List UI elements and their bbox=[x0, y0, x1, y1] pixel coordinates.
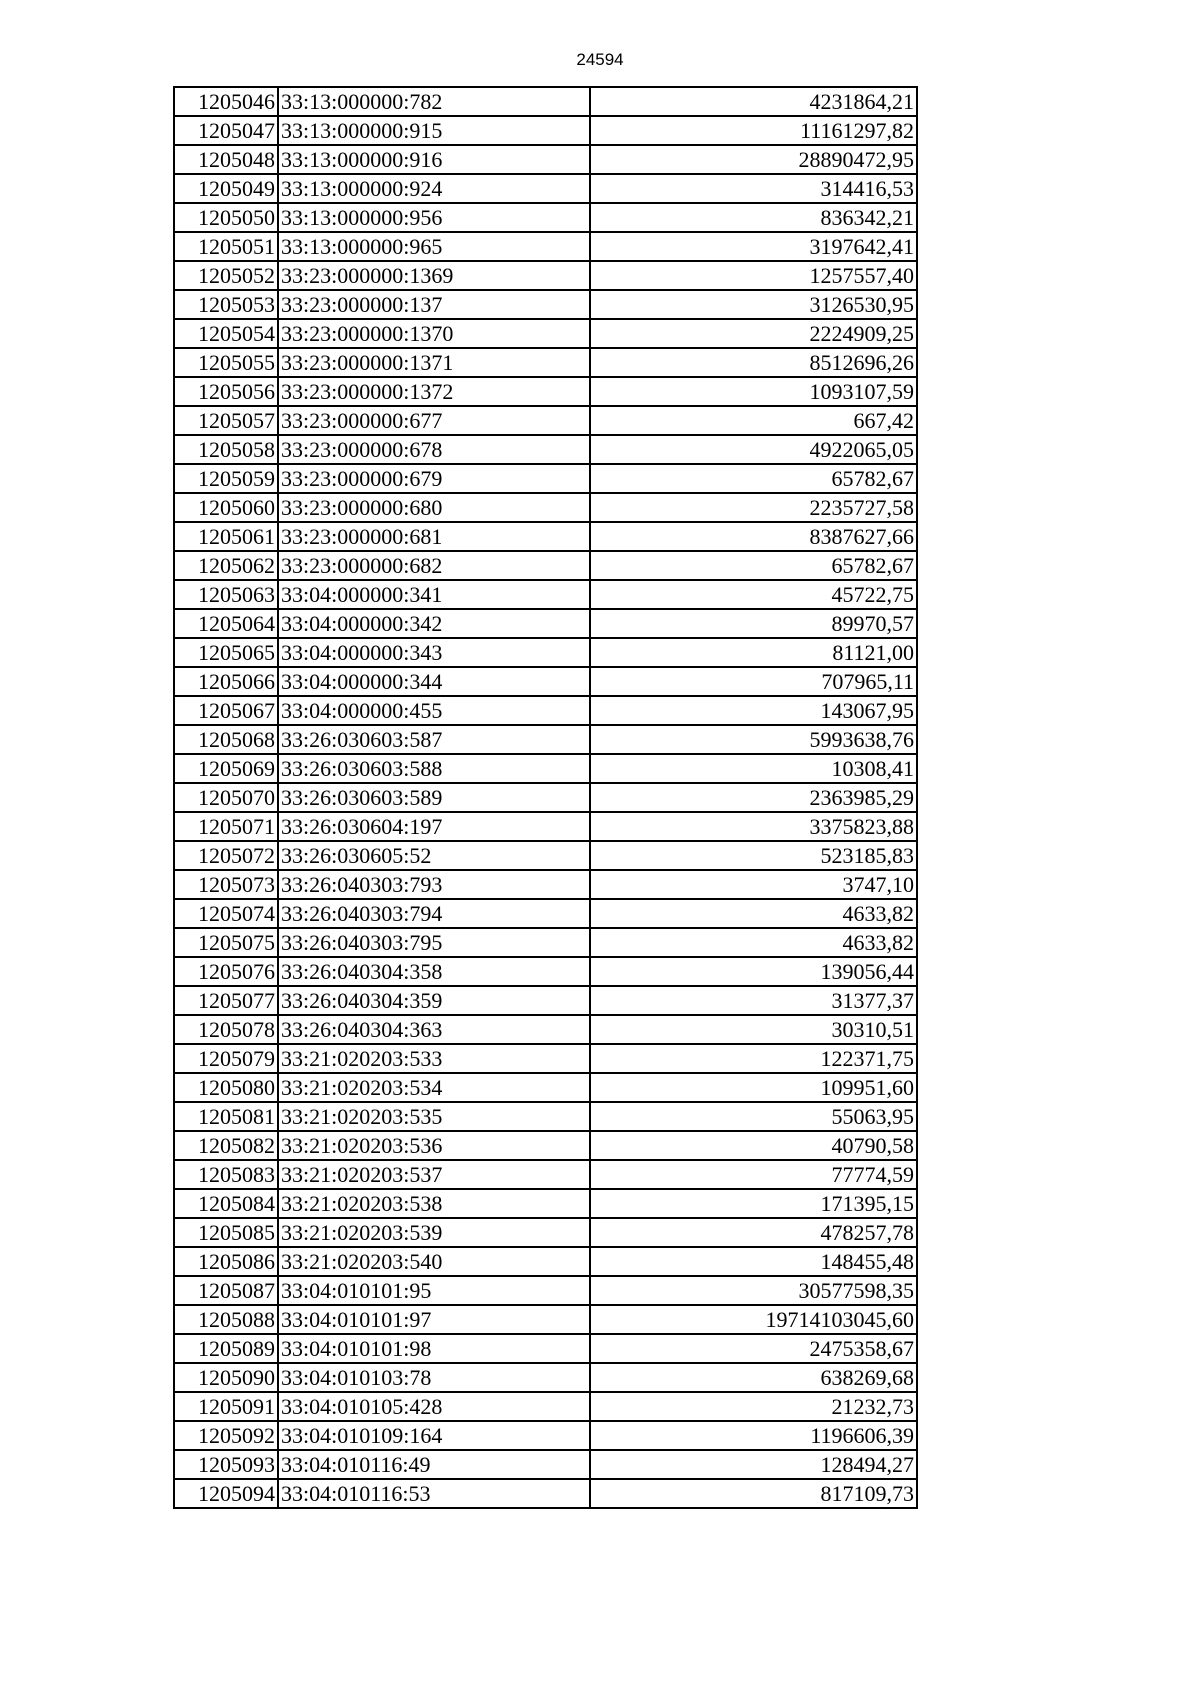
table-row bbox=[174, 1392, 917, 1421]
table-row bbox=[174, 1218, 917, 1247]
table-row bbox=[174, 899, 917, 928]
cadastral-number-cell: 33:26:040303:793 bbox=[278, 870, 590, 899]
cadastral-value-cell: 77774,59 bbox=[590, 1160, 917, 1189]
cadastral-value-cell: 1196606,39 bbox=[590, 1421, 917, 1450]
row-id-cell: 1205079 bbox=[174, 1044, 278, 1073]
table-row bbox=[174, 870, 917, 899]
table-row bbox=[174, 145, 917, 174]
cadastral-number-cell: 33:04:000000:455 bbox=[278, 696, 590, 725]
cadastral-number-cell: 33:23:000000:681 bbox=[278, 522, 590, 551]
row-id-cell: 1205085 bbox=[174, 1218, 278, 1247]
cadastral-value-cell: 89970,57 bbox=[590, 609, 917, 638]
cadastral-number-cell: 33:26:040303:795 bbox=[278, 928, 590, 957]
table-row bbox=[174, 116, 917, 145]
cadastral-number-cell: 33:13:000000:924 bbox=[278, 174, 590, 203]
cadastral-number-cell: 33:26:030603:589 bbox=[278, 783, 590, 812]
table-row bbox=[174, 435, 917, 464]
table-row bbox=[174, 667, 917, 696]
row-id-cell: 1205077 bbox=[174, 986, 278, 1015]
cadastral-number-cell: 33:21:020203:533 bbox=[278, 1044, 590, 1073]
table-row bbox=[174, 319, 917, 348]
row-id-cell: 1205065 bbox=[174, 638, 278, 667]
cadastral-number-cell: 33:13:000000:782 bbox=[278, 87, 590, 116]
table-row bbox=[174, 928, 917, 957]
row-id-cell: 1205074 bbox=[174, 899, 278, 928]
table-row bbox=[174, 464, 917, 493]
cadastral-number-cell: 33:23:000000:680 bbox=[278, 493, 590, 522]
table-row bbox=[174, 1015, 917, 1044]
table-row bbox=[174, 174, 917, 203]
cadastral-number-cell: 33:21:020203:538 bbox=[278, 1189, 590, 1218]
row-id-cell: 1205057 bbox=[174, 406, 278, 435]
cadastral-number-cell: 33:23:000000:682 bbox=[278, 551, 590, 580]
row-id-cell: 1205071 bbox=[174, 812, 278, 841]
cadastral-number-cell: 33:04:000000:342 bbox=[278, 609, 590, 638]
cadastral-number-cell: 33:04:000000:341 bbox=[278, 580, 590, 609]
row-id-cell: 1205084 bbox=[174, 1189, 278, 1218]
cadastral-value-cell: 707965,11 bbox=[590, 667, 917, 696]
cadastral-value-cell: 40790,58 bbox=[590, 1131, 917, 1160]
table-row bbox=[174, 1363, 917, 1392]
row-id-cell: 1205059 bbox=[174, 464, 278, 493]
cadastral-value-cell: 8512696,26 bbox=[590, 348, 917, 377]
cadastral-value-cell: 139056,44 bbox=[590, 957, 917, 986]
cadastral-value-cell: 667,42 bbox=[590, 406, 917, 435]
row-id-cell: 1205050 bbox=[174, 203, 278, 232]
table-row bbox=[174, 377, 917, 406]
table-row bbox=[174, 406, 917, 435]
row-id-cell: 1205052 bbox=[174, 261, 278, 290]
cadastral-value-cell: 2363985,29 bbox=[590, 783, 917, 812]
table-row bbox=[174, 725, 917, 754]
cadastral-value-table bbox=[173, 86, 918, 1509]
cadastral-number-cell: 33:26:030604:197 bbox=[278, 812, 590, 841]
cadastral-number-cell: 33:21:020203:536 bbox=[278, 1131, 590, 1160]
cadastral-value-cell: 4633,82 bbox=[590, 899, 917, 928]
cadastral-number-cell: 33:23:000000:137 bbox=[278, 290, 590, 319]
table-row bbox=[174, 841, 917, 870]
cadastral-number-cell: 33:26:040303:794 bbox=[278, 899, 590, 928]
cadastral-number-cell: 33:23:000000:1371 bbox=[278, 348, 590, 377]
cadastral-value-cell: 55063,95 bbox=[590, 1102, 917, 1131]
cadastral-number-cell: 33:23:000000:679 bbox=[278, 464, 590, 493]
cadastral-value-cell: 3747,10 bbox=[590, 870, 917, 899]
cadastral-number-cell: 33:26:040304:358 bbox=[278, 957, 590, 986]
table-row bbox=[174, 1479, 917, 1508]
cadastral-value-cell: 4922065,05 bbox=[590, 435, 917, 464]
cadastral-value-cell: 4231864,21 bbox=[590, 87, 917, 116]
row-id-cell: 1205054 bbox=[174, 319, 278, 348]
cadastral-number-cell: 33:04:000000:344 bbox=[278, 667, 590, 696]
cadastral-value-cell: 19714103045,60 bbox=[590, 1305, 917, 1334]
cadastral-number-cell: 33:04:010101:95 bbox=[278, 1276, 590, 1305]
cadastral-number-cell: 33:13:000000:965 bbox=[278, 232, 590, 261]
row-id-cell: 1205070 bbox=[174, 783, 278, 812]
table-row bbox=[174, 1450, 917, 1479]
cadastral-value-cell: 3375823,88 bbox=[590, 812, 917, 841]
cadastral-number-cell: 33:04:010101:98 bbox=[278, 1334, 590, 1363]
row-id-cell: 1205051 bbox=[174, 232, 278, 261]
row-id-cell: 1205069 bbox=[174, 754, 278, 783]
cadastral-value-cell: 2235727,58 bbox=[590, 493, 917, 522]
row-id-cell: 1205072 bbox=[174, 841, 278, 870]
row-id-cell: 1205089 bbox=[174, 1334, 278, 1363]
row-id-cell: 1205080 bbox=[174, 1073, 278, 1102]
row-id-cell: 1205058 bbox=[174, 435, 278, 464]
table-row bbox=[174, 348, 917, 377]
cadastral-value-cell: 171395,15 bbox=[590, 1189, 917, 1218]
cadastral-number-cell: 33:21:020203:537 bbox=[278, 1160, 590, 1189]
cadastral-value-cell: 31377,37 bbox=[590, 986, 917, 1015]
cadastral-number-cell: 33:04:010116:53 bbox=[278, 1479, 590, 1508]
table-row bbox=[174, 1305, 917, 1334]
table-row bbox=[174, 1189, 917, 1218]
cadastral-number-cell: 33:04:000000:343 bbox=[278, 638, 590, 667]
cadastral-value-cell: 836342,21 bbox=[590, 203, 917, 232]
cadastral-number-cell: 33:21:020203:534 bbox=[278, 1073, 590, 1102]
table-row bbox=[174, 812, 917, 841]
cadastral-number-cell: 33:13:000000:956 bbox=[278, 203, 590, 232]
cadastral-value-cell: 8387627,66 bbox=[590, 522, 917, 551]
row-id-cell: 1205046 bbox=[174, 87, 278, 116]
row-id-cell: 1205060 bbox=[174, 493, 278, 522]
row-id-cell: 1205056 bbox=[174, 377, 278, 406]
table-row bbox=[174, 261, 917, 290]
cadastral-number-cell: 33:21:020203:535 bbox=[278, 1102, 590, 1131]
cadastral-value-cell: 148455,48 bbox=[590, 1247, 917, 1276]
row-id-cell: 1205061 bbox=[174, 522, 278, 551]
cadastral-number-cell: 33:23:000000:677 bbox=[278, 406, 590, 435]
cadastral-number-cell: 33:04:010105:428 bbox=[278, 1392, 590, 1421]
row-id-cell: 1205087 bbox=[174, 1276, 278, 1305]
row-id-cell: 1205066 bbox=[174, 667, 278, 696]
cadastral-number-cell: 33:23:000000:1369 bbox=[278, 261, 590, 290]
cadastral-number-cell: 33:04:010116:49 bbox=[278, 1450, 590, 1479]
cadastral-number-cell: 33:26:030605:52 bbox=[278, 841, 590, 870]
cadastral-value-cell: 11161297,82 bbox=[590, 116, 917, 145]
row-id-cell: 1205086 bbox=[174, 1247, 278, 1276]
cadastral-value-cell: 65782,67 bbox=[590, 551, 917, 580]
row-id-cell: 1205083 bbox=[174, 1160, 278, 1189]
row-id-cell: 1205081 bbox=[174, 1102, 278, 1131]
cadastral-number-cell: 33:04:010103:78 bbox=[278, 1363, 590, 1392]
cadastral-value-cell: 3197642,41 bbox=[590, 232, 917, 261]
row-id-cell: 1205075 bbox=[174, 928, 278, 957]
table-row bbox=[174, 1421, 917, 1450]
cadastral-value-cell: 314416,53 bbox=[590, 174, 917, 203]
cadastral-value-cell: 3126530,95 bbox=[590, 290, 917, 319]
row-id-cell: 1205094 bbox=[174, 1479, 278, 1508]
table-row bbox=[174, 290, 917, 319]
cadastral-value-cell: 65782,67 bbox=[590, 464, 917, 493]
cadastral-value-cell: 28890472,95 bbox=[590, 145, 917, 174]
table-row bbox=[174, 232, 917, 261]
table-row bbox=[174, 1044, 917, 1073]
row-id-cell: 1205049 bbox=[174, 174, 278, 203]
row-id-cell: 1205092 bbox=[174, 1421, 278, 1450]
cadastral-value-cell: 4633,82 bbox=[590, 928, 917, 957]
row-id-cell: 1205067 bbox=[174, 696, 278, 725]
row-id-cell: 1205055 bbox=[174, 348, 278, 377]
cadastral-value-cell: 1093107,59 bbox=[590, 377, 917, 406]
table-row bbox=[174, 1334, 917, 1363]
cadastral-number-cell: 33:26:030603:587 bbox=[278, 725, 590, 754]
cadastral-number-cell: 33:26:040304:363 bbox=[278, 1015, 590, 1044]
row-id-cell: 1205068 bbox=[174, 725, 278, 754]
cadastral-number-cell: 33:23:000000:1372 bbox=[278, 377, 590, 406]
row-id-cell: 1205048 bbox=[174, 145, 278, 174]
cadastral-value-cell: 478257,78 bbox=[590, 1218, 917, 1247]
table-row bbox=[174, 1131, 917, 1160]
cadastral-value-cell: 2224909,25 bbox=[590, 319, 917, 348]
cadastral-value-cell: 5993638,76 bbox=[590, 725, 917, 754]
cadastral-value-cell: 143067,95 bbox=[590, 696, 917, 725]
table-row bbox=[174, 203, 917, 232]
row-id-cell: 1205082 bbox=[174, 1131, 278, 1160]
cadastral-number-cell: 33:21:020203:540 bbox=[278, 1247, 590, 1276]
row-id-cell: 1205073 bbox=[174, 870, 278, 899]
table-row bbox=[174, 696, 917, 725]
row-id-cell: 1205076 bbox=[174, 957, 278, 986]
table-row bbox=[174, 957, 917, 986]
cadastral-value-cell: 523185,83 bbox=[590, 841, 917, 870]
cadastral-number-cell: 33:04:010101:97 bbox=[278, 1305, 590, 1334]
cadastral-value-cell: 21232,73 bbox=[590, 1392, 917, 1421]
table-row bbox=[174, 754, 917, 783]
row-id-cell: 1205047 bbox=[174, 116, 278, 145]
table-row bbox=[174, 1102, 917, 1131]
table-row bbox=[174, 638, 917, 667]
table-row bbox=[174, 1247, 917, 1276]
row-id-cell: 1205063 bbox=[174, 580, 278, 609]
cadastral-value-cell: 817109,73 bbox=[590, 1479, 917, 1508]
cadastral-number-cell: 33:26:030603:588 bbox=[278, 754, 590, 783]
table-row bbox=[174, 986, 917, 1015]
row-id-cell: 1205091 bbox=[174, 1392, 278, 1421]
table-row bbox=[174, 783, 917, 812]
cadastral-value-cell: 45722,75 bbox=[590, 580, 917, 609]
cadastral-number-cell: 33:21:020203:539 bbox=[278, 1218, 590, 1247]
table-row bbox=[174, 1276, 917, 1305]
table-row bbox=[174, 87, 917, 116]
cadastral-value-cell: 81121,00 bbox=[590, 638, 917, 667]
table-row bbox=[174, 580, 917, 609]
row-id-cell: 1205078 bbox=[174, 1015, 278, 1044]
row-id-cell: 1205090 bbox=[174, 1363, 278, 1392]
cadastral-number-cell: 33:13:000000:916 bbox=[278, 145, 590, 174]
cadastral-number-cell: 33:23:000000:678 bbox=[278, 435, 590, 464]
cadastral-value-cell: 122371,75 bbox=[590, 1044, 917, 1073]
cadastral-number-cell: 33:13:000000:915 bbox=[278, 116, 590, 145]
cadastral-number-cell: 33:26:040304:359 bbox=[278, 986, 590, 1015]
cadastral-value-cell: 1257557,40 bbox=[590, 261, 917, 290]
row-id-cell: 1205088 bbox=[174, 1305, 278, 1334]
table-body bbox=[174, 87, 917, 1508]
cadastral-value-cell: 638269,68 bbox=[590, 1363, 917, 1392]
cadastral-value-cell: 2475358,67 bbox=[590, 1334, 917, 1363]
row-id-cell: 1205062 bbox=[174, 551, 278, 580]
cadastral-value-cell: 30310,51 bbox=[590, 1015, 917, 1044]
table-row bbox=[174, 493, 917, 522]
cadastral-number-cell: 33:04:010109:164 bbox=[278, 1421, 590, 1450]
cadastral-number-cell: 33:23:000000:1370 bbox=[278, 319, 590, 348]
table-row bbox=[174, 1073, 917, 1102]
table-row bbox=[174, 1160, 917, 1189]
row-id-cell: 1205093 bbox=[174, 1450, 278, 1479]
table-row bbox=[174, 609, 917, 638]
cadastral-value-cell: 128494,27 bbox=[590, 1450, 917, 1479]
table-row bbox=[174, 522, 917, 551]
cadastral-value-cell: 109951,60 bbox=[590, 1073, 917, 1102]
row-id-cell: 1205064 bbox=[174, 609, 278, 638]
cadastral-value-cell: 30577598,35 bbox=[590, 1276, 917, 1305]
table-row bbox=[174, 551, 917, 580]
cadastral-value-cell: 10308,41 bbox=[590, 754, 917, 783]
row-id-cell: 1205053 bbox=[174, 290, 278, 319]
page-number: 24594 bbox=[576, 50, 624, 69]
